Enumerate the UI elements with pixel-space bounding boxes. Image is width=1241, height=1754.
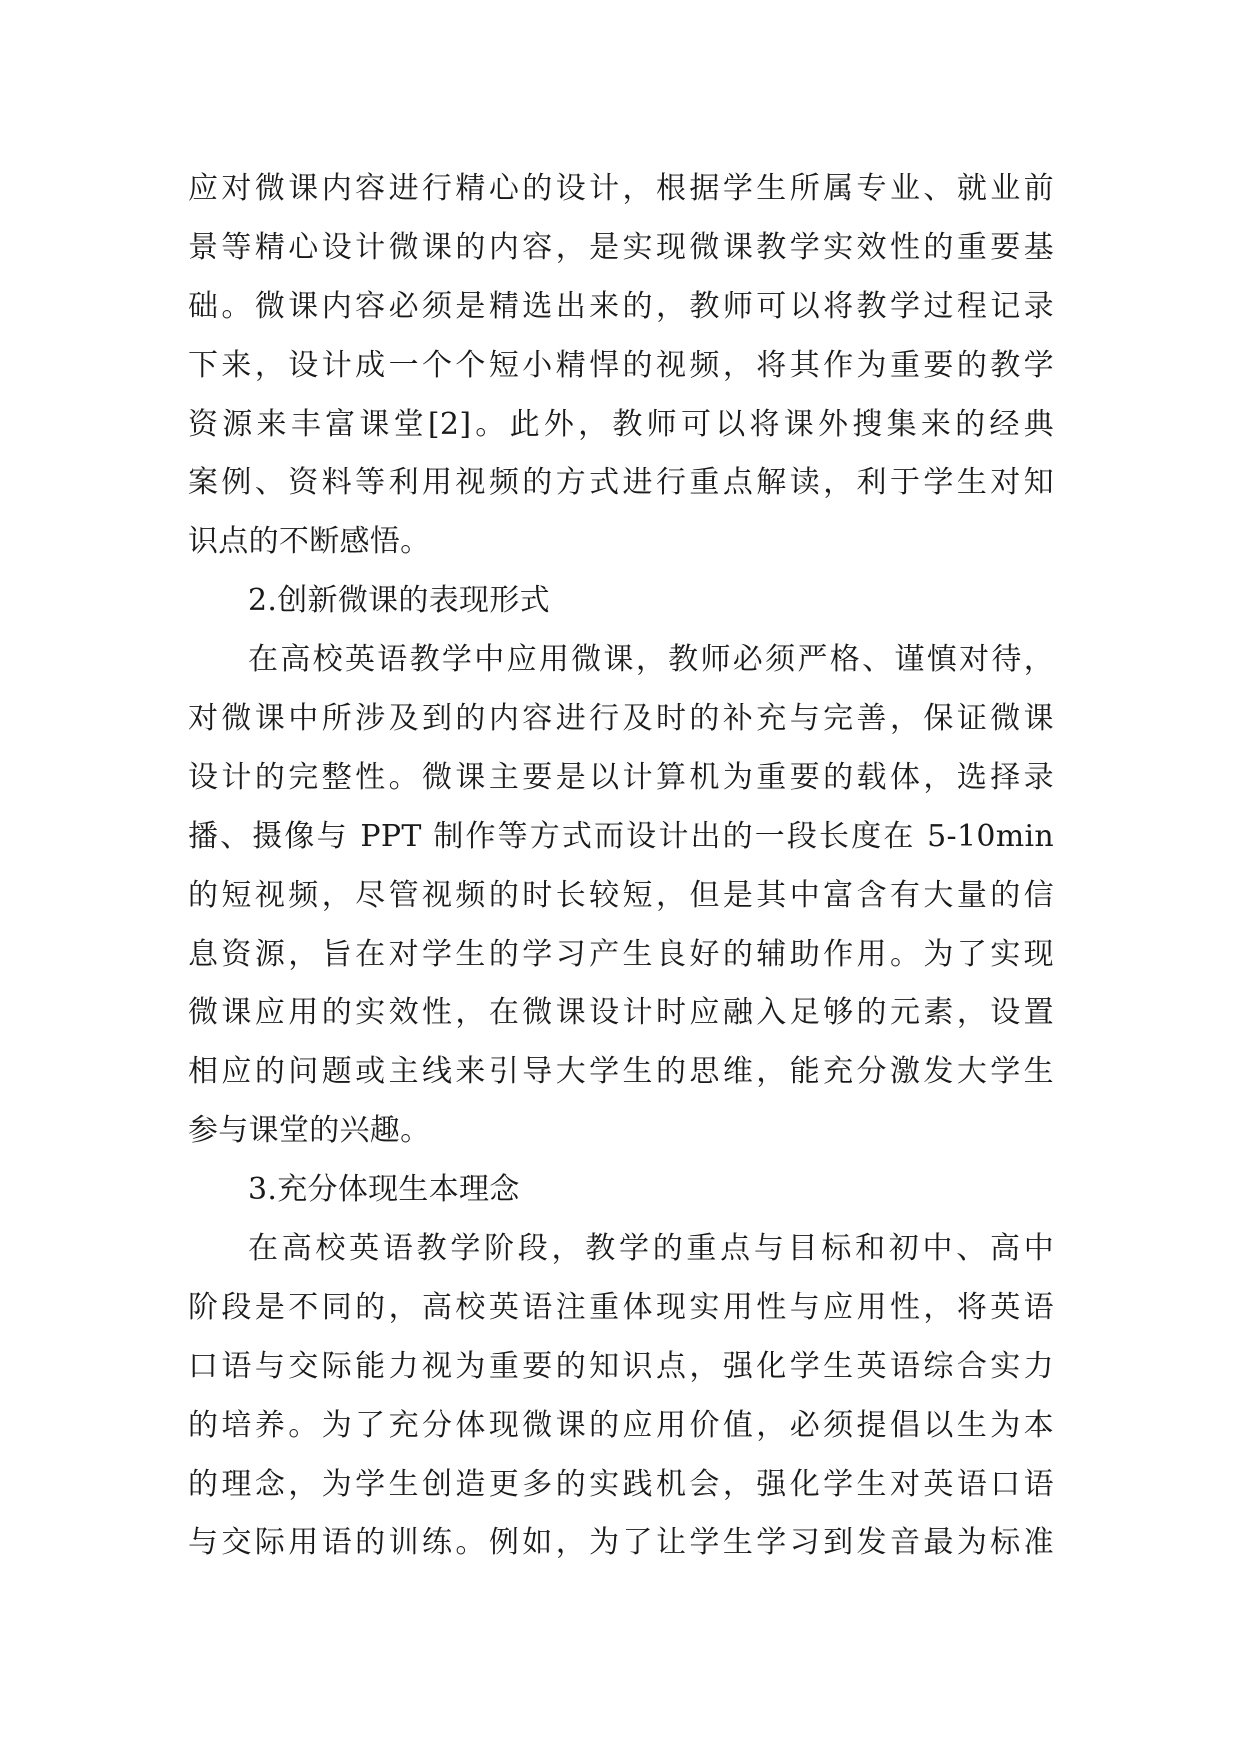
text-line: 在高校英语教学阶段，教学的重点与目标和初中、高中 <box>248 1231 1054 1267</box>
text-line: 相应的问题或主线来引导大学生的思维，能充分激发大学生 <box>188 1054 1054 1090</box>
body-text <box>188 160 1054 1573</box>
text-line: 在高校英语教学中应用微课，教师必须严格、谨慎对待， <box>248 642 1054 678</box>
text-line: 播、摄像与 PPT 制作等方式而设计出的一段长度在 5-10min <box>188 818 1054 854</box>
text-line: 微课应用的实效性，在微课设计时应融入足够的元素，设置 <box>188 995 1054 1031</box>
text-line: 景等精心设计微课的内容，是实现微课教学实效性的重要基 <box>188 229 1054 265</box>
text-line: 的短视频，尽管视频的时长较短，但是其中富含有大量的信 <box>188 877 1054 913</box>
text-line: 识点的不断感悟。 <box>188 524 431 560</box>
text-line: 下来，设计成一个个短小精悍的视频，将其作为重要的教学 <box>188 347 1054 383</box>
text-line: 对微课中所涉及到的内容进行及时的补充与完善，保证微课 <box>188 701 1054 737</box>
text-line: 阶段是不同的，高校英语注重体现实用性与应用性，将英语 <box>188 1289 1054 1325</box>
text-line: 息资源，旨在对学生的学习产生良好的辅助作用。为了实现 <box>188 936 1054 972</box>
text-line: 案例、资料等利用视频的方式进行重点解读，利于学生对知 <box>188 465 1054 501</box>
text-line: 应对微课内容进行精心的设计，根据学生所属专业、就业前 <box>188 171 1054 206</box>
text-line: 的培养。为了充分体现微课的应用价值，必须提倡以生为本 <box>188 1407 1054 1443</box>
text-line: 础。微课内容必须是精选出来的，教师可以将教学过程记录 <box>188 288 1054 324</box>
text-line: 的理念，为学生创造更多的实践机会，强化学生对英语口语 <box>188 1466 1054 1502</box>
text-line: 资源来丰富课堂[2]。此外，教师可以将课外搜集来的经典 <box>188 406 1054 442</box>
text-line: 口语与交际能力视为重要的知识点，强化学生英语综合实力 <box>188 1348 1054 1384</box>
text-line: 参与课堂的兴趣。 <box>188 1113 431 1149</box>
section-heading: 3.充分体现生本理念 <box>248 1172 520 1208</box>
section-heading: 2.创新微课的表现形式 <box>248 583 550 619</box>
text-line: 与交际用语的训练。例如，为了让学生学习到发音最为标准 <box>188 1525 1054 1561</box>
text-line: 设计的完整性。微课主要是以计算机为重要的载体，选择录 <box>188 759 1054 795</box>
